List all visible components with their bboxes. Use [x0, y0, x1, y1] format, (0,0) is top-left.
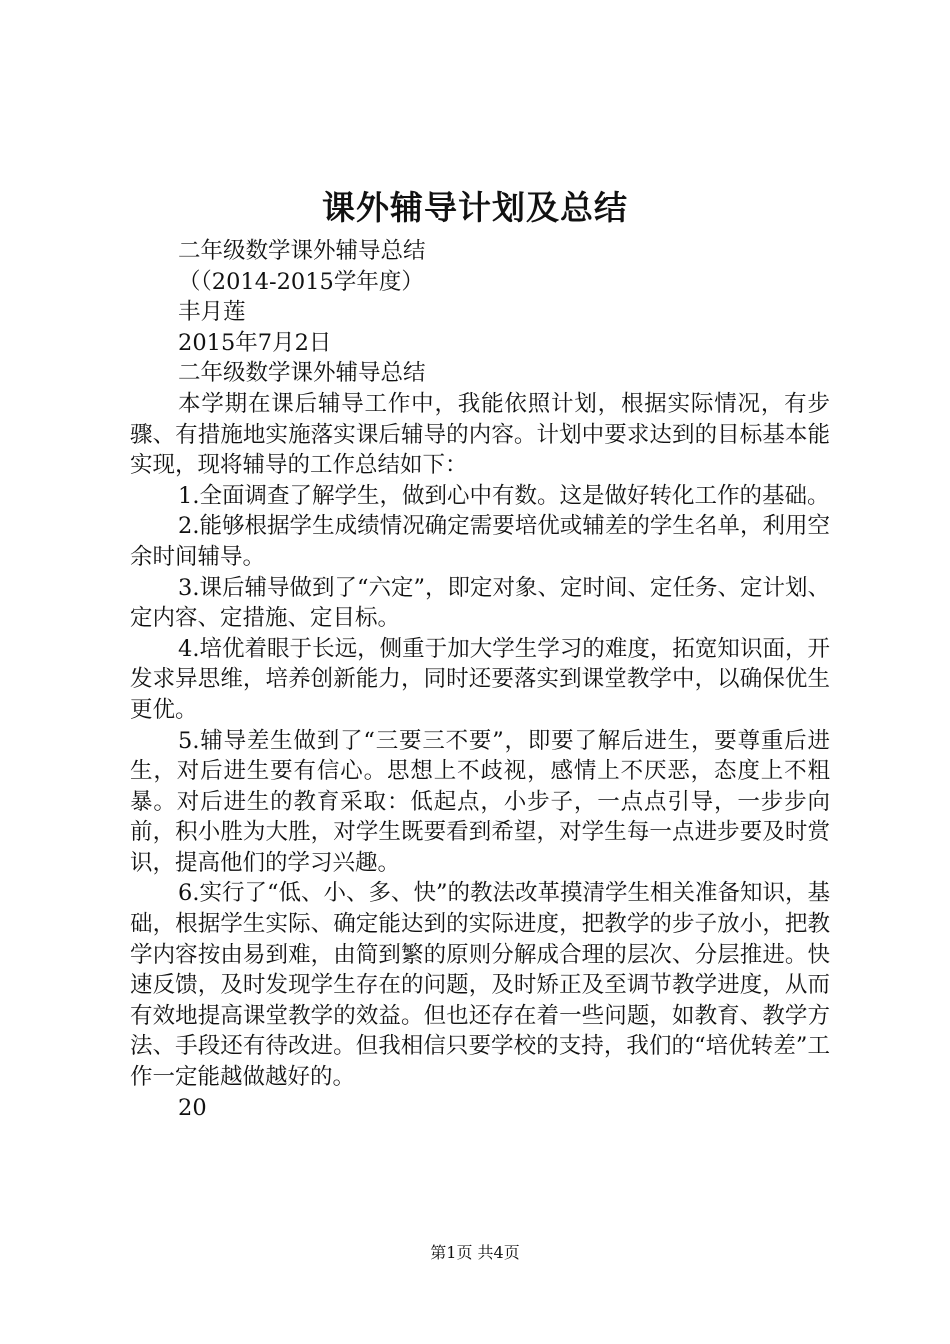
paragraph-item-5: 5.辅导差生做到了“三要三不要”，即要了解后进生，要尊重后进生，对后进生要有信心。思想上不歧视，感情上不厌恶，态度上不粗暴。对后进生的教育采取：低起点，小步子，一点点引导，一步步向前，积小胜为大胜，对学生既要看到希望，对学生每一点进步要及时赏识，提高他们的学习兴趣。	[130, 727, 830, 876]
header-line-date: 2015年7月2日	[178, 329, 332, 356]
paragraph-intro: 本学期在课后辅导工作中，我能依照计划，根据实际情况，有步骤、有措施地实施落实课后辅导的内容。计划中要求达到的目标基本能实现，现将辅导的工作总结如下：	[130, 390, 830, 479]
header-line-heading: 二年级数学课外辅导总结	[178, 360, 426, 387]
paragraph-item-1: 1.全面调查了解学生，做到心中有数。这是做好转化工作的基础。	[178, 482, 830, 509]
paragraph-item-4: 4.培优着眼于长远，侧重于加大学生学习的难度，拓宽知识面，开发求异思维，培养创新能力，同时还要落实到课堂教学中，以确保优生更优。	[130, 635, 830, 723]
document-body	[130, 236, 830, 1123]
paragraph-item-2: 2.能够根据学生成绩情况确定需要培优或辅差的学生名单，利用空余时间辅导。	[130, 513, 830, 570]
trailing-line: 20	[178, 1094, 207, 1121]
header-line-subtitle: 二年级数学课外辅导总结	[178, 238, 426, 264]
paragraph-item-3: 3.课后辅导做到了“六定”，即定对象、定时间、定任务、定计划、定内容、定措施、定目标。	[130, 574, 830, 632]
header-line-author: 丰月莲	[178, 299, 246, 326]
paragraph-item-6: 6.实行了“低、小、多、快”的教法改革摸清学生相关准备知识，基础，根据学生实际、确定能达到的实际进度，把教学的步子放小，把教学内容按由易到难，由简到繁的原则分解成合理的层次、分层推进。快速反馈，及时发现学生存在的问题，及时矫正及至调节教学进度，从而有效地提高课堂教学的效益。但也还存在着一些问题，如教育、教学方法、手段还有待改进。但我相信只要学校的支持，我们的“培优转差”工作一定能越做越好的。	[130, 880, 830, 1091]
page-number-footer: 第1页 共4页	[430, 1243, 520, 1262]
document-title: 课外辅导计划及总结	[322, 188, 628, 227]
header-line-school-year: （（2014-2015学年度）	[178, 268, 424, 295]
